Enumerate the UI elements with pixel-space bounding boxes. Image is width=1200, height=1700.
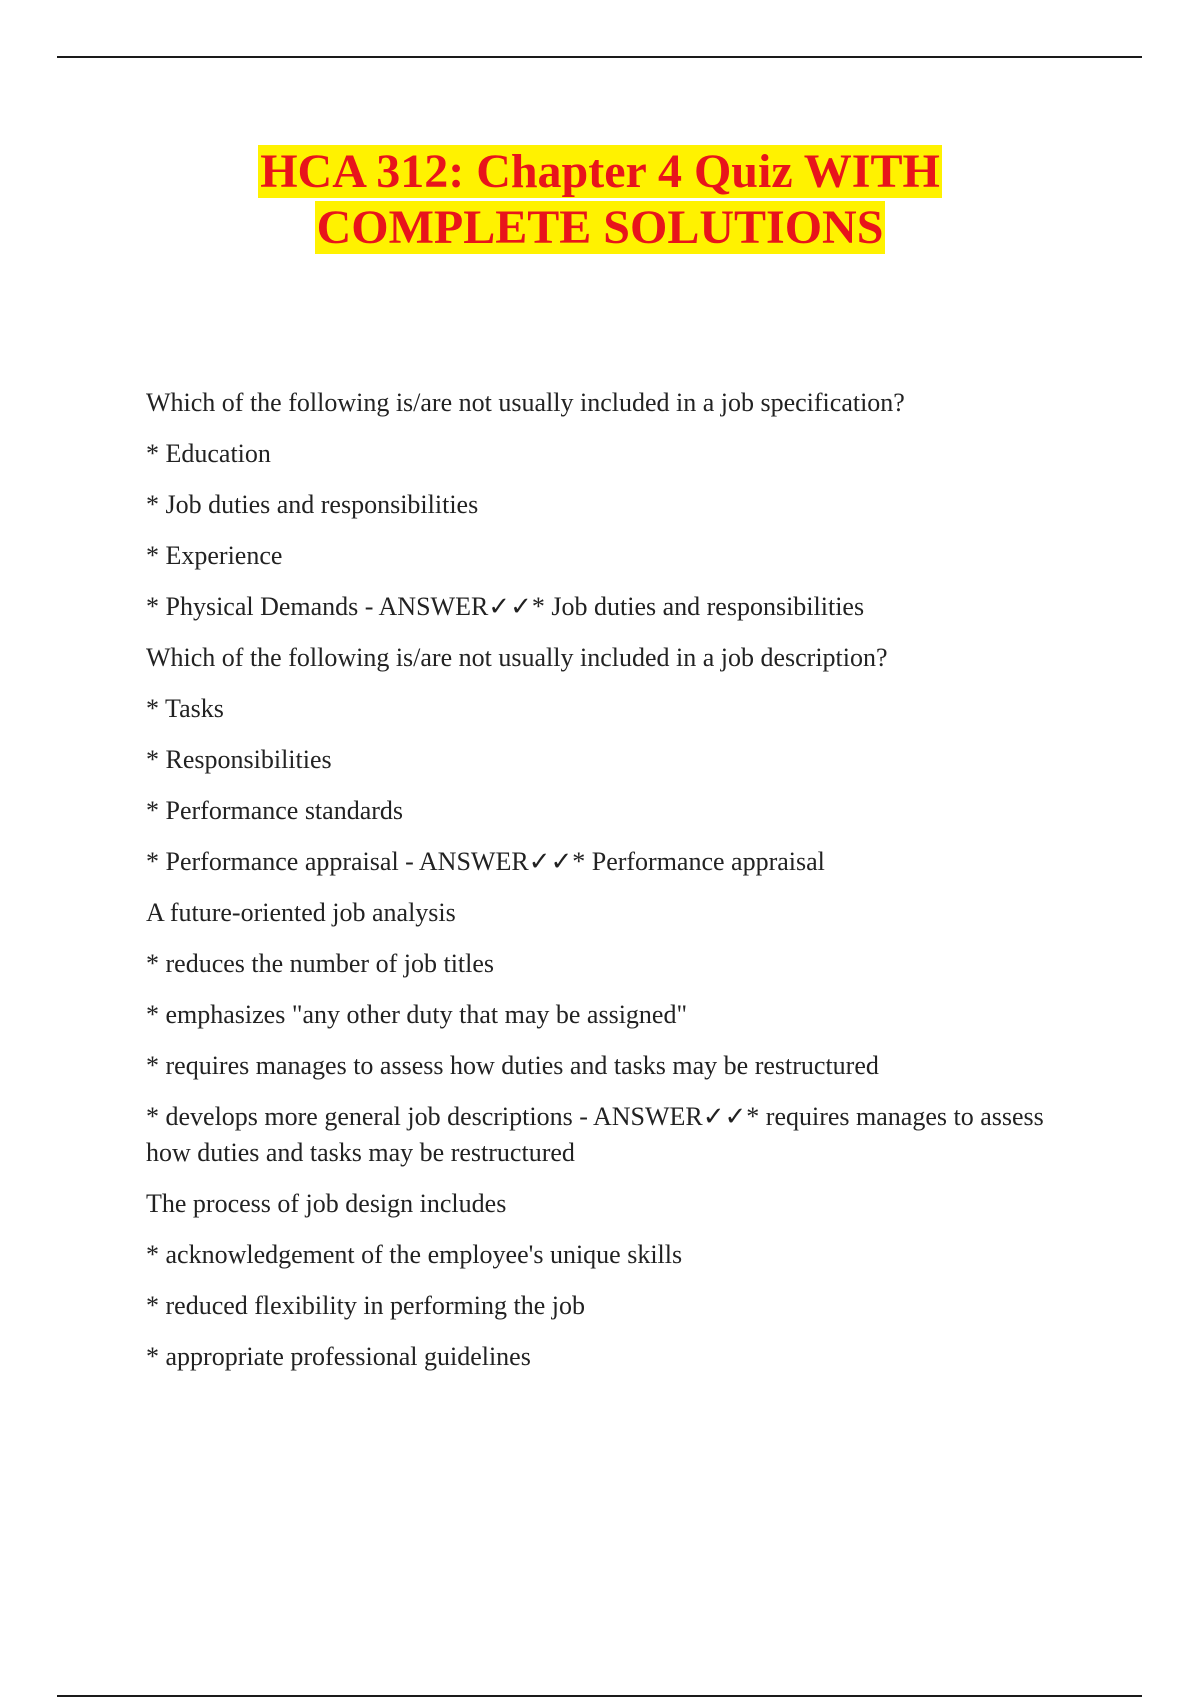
header-rule: [57, 56, 1142, 58]
question-4: The process of job design includes: [146, 1189, 507, 1218]
option-line: * Tasks: [146, 694, 224, 723]
title-line-1: HCA 312: Chapter 4 Quiz WITH: [260, 145, 940, 198]
document-title: [0, 144, 1200, 256]
answer-line: * develops more general job descriptions - ANSWER✓✓* requires manages to assess how duties and tasks may be restructured: [146, 1102, 1044, 1167]
option-line: * Performance standards: [146, 796, 404, 825]
option-line: * reduces the number of job titles: [146, 949, 495, 978]
question-1: Which of the following is/are not usually included in a job specification?: [146, 388, 905, 417]
option-line: * appropriate professional guidelines: [146, 1342, 531, 1371]
option-line: * Job duties and responsibilities: [146, 490, 479, 519]
option-line: * reduced flexibility in performing the job: [146, 1291, 585, 1320]
question-2: Which of the following is/are not usually included in a job description?: [146, 643, 888, 672]
question-3: A future-oriented job analysis: [146, 898, 456, 927]
answer-line: * Physical Demands - ANSWER✓✓* Job duties and responsibilities: [146, 592, 865, 621]
option-line: * Responsibilities: [146, 745, 332, 774]
footer-rule: [57, 1695, 1142, 1697]
option-line: * emphasizes "any other duty that may be assigned": [146, 1000, 688, 1029]
title-line-2: COMPLETE SOLUTIONS: [316, 201, 884, 254]
option-line: * Experience: [146, 541, 283, 570]
option-line: * acknowledgement of the employee's unique skills: [146, 1240, 683, 1269]
quiz-content: [146, 385, 1066, 1390]
answer-line: * Performance appraisal - ANSWER✓✓* Performance appraisal: [146, 847, 825, 876]
option-line: * requires manages to assess how duties and tasks may be restructured: [146, 1051, 879, 1080]
option-line: * Education: [146, 439, 271, 468]
